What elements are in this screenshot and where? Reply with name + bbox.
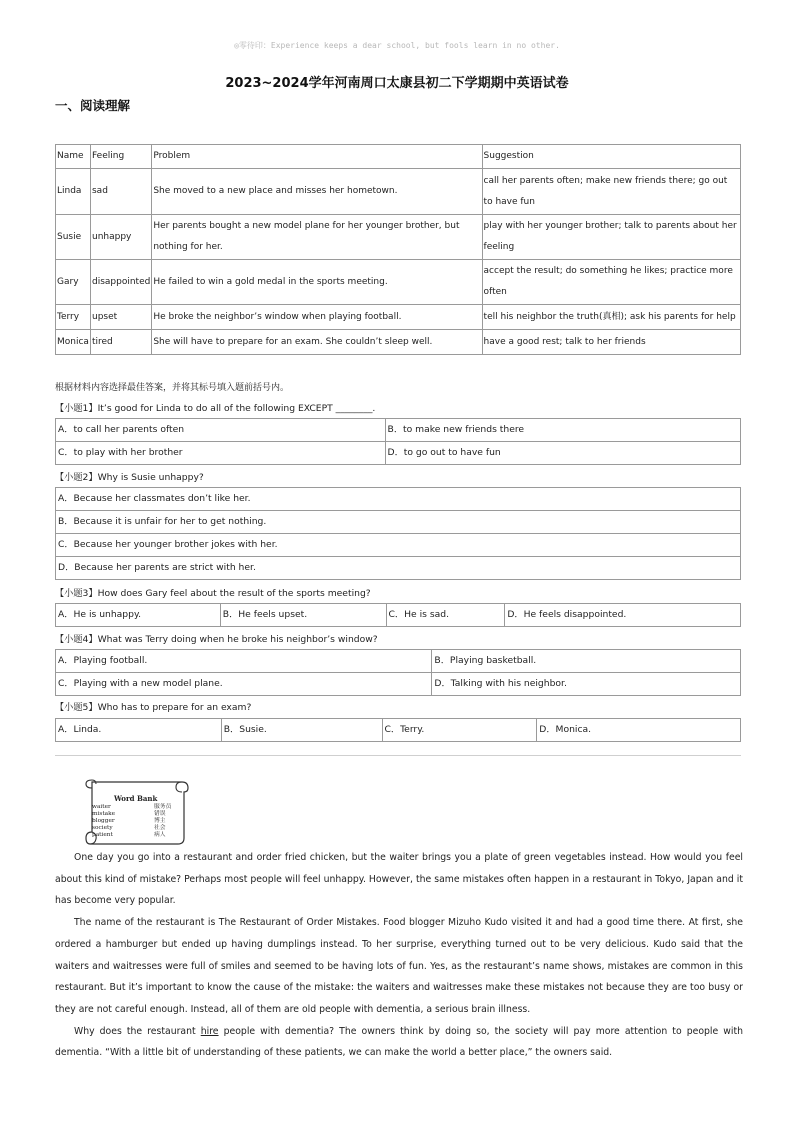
word-bank: [84, 778, 188, 844]
table-cell: call her parents often; make new friends there; go out to have fun: [482, 169, 740, 215]
table-row: [56, 305, 741, 330]
options-list: [55, 487, 741, 580]
table-row: [56, 260, 741, 305]
options-grid: [55, 649, 741, 696]
table-cell: accept the result; do something he likes; practice more often: [482, 260, 740, 305]
question-stem: 【小题4】What was Terry doing when he broke his neighbor’s window?: [55, 634, 378, 645]
table-header-cell: Name: [56, 145, 91, 169]
option-c[interactable]: C．Because her younger brother jokes with her.: [56, 534, 741, 557]
word-en: society: [92, 825, 113, 831]
word-bank-item: [92, 825, 182, 832]
option-c[interactable]: C．Playing with a new model plane.: [56, 673, 432, 696]
table-cell: tired: [90, 330, 151, 355]
word-bank-item: [92, 818, 182, 825]
option-b[interactable]: B．Because it is unfair for her to get nothing.: [56, 511, 741, 534]
table-row: [56, 215, 741, 260]
text-run: people with dementia? The owners think by doing so, the society will pay more attention to people with dementia. “With a little bit of understanding of these patients, we can make the world a better place,” the owners said.: [55, 1025, 743, 1059]
table-cell: upset: [90, 305, 151, 330]
word-bank-item: [92, 811, 182, 818]
table-cell: He failed to win a gold medal in the sports meeting.: [152, 260, 482, 305]
table-cell: Her parents bought a new model plane for her younger brother, but nothing for her.: [152, 215, 482, 260]
table-header-row: [56, 145, 741, 169]
options-row: [55, 718, 741, 742]
option-d[interactable]: D．to go out to have fun: [385, 442, 740, 465]
option-b[interactable]: B．to make new friends there: [385, 419, 740, 442]
table-row: [56, 169, 741, 215]
option-b[interactable]: B．Susie.: [221, 719, 382, 742]
watermark: ◎零待印：Experience keeps a dear school, but fools learn in no other.: [234, 41, 560, 50]
option-b[interactable]: B．Playing basketball.: [432, 650, 741, 673]
question-stem: 【小题5】Who has to prepare for an exam?: [55, 702, 252, 713]
table-cell: Gary: [56, 260, 91, 305]
word-bank-title: Word Bank: [114, 794, 158, 803]
option-a[interactable]: A．He is unhappy.: [56, 604, 221, 627]
table-cell: Monica: [56, 330, 91, 355]
word-cn: 社会: [154, 825, 166, 831]
table-cell: unhappy: [90, 215, 151, 260]
option-c[interactable]: C．He is sad.: [386, 604, 505, 627]
option-a[interactable]: A．Linda.: [56, 719, 222, 742]
table-cell: Terry: [56, 305, 91, 330]
table-cell: have a good rest; talk to her friends: [482, 330, 740, 355]
table-header-cell: Suggestion: [482, 145, 740, 169]
option-a[interactable]: A．Because her classmates don’t like her.: [56, 488, 741, 511]
word-en: blogger: [92, 818, 115, 824]
table-cell: She moved to a new place and misses her hometown.: [152, 169, 482, 215]
table-cell: Susie: [56, 215, 91, 260]
table-cell: He broke the neighbor’s window when playing football.: [152, 305, 482, 330]
instruction: 根据材料内容选择最佳答案，并将其标号填入题前括号内。: [55, 383, 290, 393]
table-header-cell: Problem: [152, 145, 482, 169]
option-c[interactable]: C．to play with her brother: [56, 442, 386, 465]
word-cn: 博主: [154, 818, 166, 824]
section-divider: [55, 755, 741, 756]
options-grid: [55, 418, 741, 465]
passage-paragraph: [55, 1021, 743, 1064]
option-d[interactable]: D．Monica.: [537, 719, 741, 742]
word-bank-item: [92, 804, 182, 811]
question-stem: 【小题3】How does Gary feel about the result of the sports meeting?: [55, 588, 371, 599]
info-table: [55, 144, 741, 355]
text-run: Why does the restaurant: [74, 1025, 201, 1037]
passage-paragraph: The name of the restaurant is The Restaurant of Order Mistakes. Food blogger Mizuho Kudo visited it and had a good time there. At first, she ordered a hamburger but ended up having dumplings instead. To her surprise, everything turned out to be very delicious. Kudo said that the waiters and waitresses were full of smiles and seemed to be having lots of fun. Yes, as the restaurant’s name shows, mistakes are common in this restaurant. But it’s important to know the cause of the mistake: the waiters and waitresses make these mistakes not because they are too busy or they are not careful enough. Instead, all of them are old people with dementia, a serious brain illness.: [55, 917, 743, 1015]
word-en: patient: [92, 832, 113, 838]
question-stem: 【小题2】Why is Susie unhappy?: [55, 472, 204, 483]
option-a[interactable]: A．Playing football.: [56, 650, 432, 673]
page-title: 2023~2024学年河南周口太康县初二下学期期中英语试卷: [225, 76, 569, 91]
table-header-cell: Feeling: [90, 145, 151, 169]
word-cn: 病人: [154, 832, 166, 838]
option-d[interactable]: D．He feels disappointed.: [505, 604, 741, 627]
table-cell: tell his neighbor the truth(真相); ask his parents for help: [482, 305, 740, 330]
reading-passage: [55, 847, 743, 1064]
word-bank-item: [92, 832, 182, 839]
word-en: waiter: [92, 804, 111, 810]
table-row: [56, 330, 741, 355]
option-a[interactable]: A．to call her parents often: [56, 419, 386, 442]
word-cn: 服务员: [154, 804, 172, 810]
option-d[interactable]: D．Because her parents are strict with her.: [56, 557, 741, 580]
table-cell: Linda: [56, 169, 91, 215]
options-row: [55, 603, 741, 627]
table-cell: play with her younger brother; talk to parents about her feeling: [482, 215, 740, 260]
table-cell: disappointed: [90, 260, 151, 305]
option-d[interactable]: D．Talking with his neighbor.: [432, 673, 741, 696]
option-b[interactable]: B．He feels upset.: [220, 604, 386, 627]
passage-paragraph: One day you go into a restaurant and order fried chicken, but the waiter brings you a plate of green vegetables instead. How would you feel about this kind of mistake? Perhaps most people will feel unhappy. However, the same mistakes often happen in a restaurant in Tokyo, Japan and it has become very popular.: [55, 852, 743, 907]
word-en: mistake: [92, 811, 116, 817]
underlined-word: hire: [200, 1025, 219, 1037]
table-cell: She will have to prepare for an exam. She couldn’t sleep well.: [152, 330, 482, 355]
section-heading: 一、阅读理解: [55, 98, 131, 113]
question-stem: 【小题1】It’s good for Linda to do all of the following EXCEPT ________.: [55, 403, 376, 414]
table-cell: sad: [90, 169, 151, 215]
word-cn: 错误: [154, 811, 166, 817]
option-c[interactable]: C．Terry.: [382, 719, 537, 742]
